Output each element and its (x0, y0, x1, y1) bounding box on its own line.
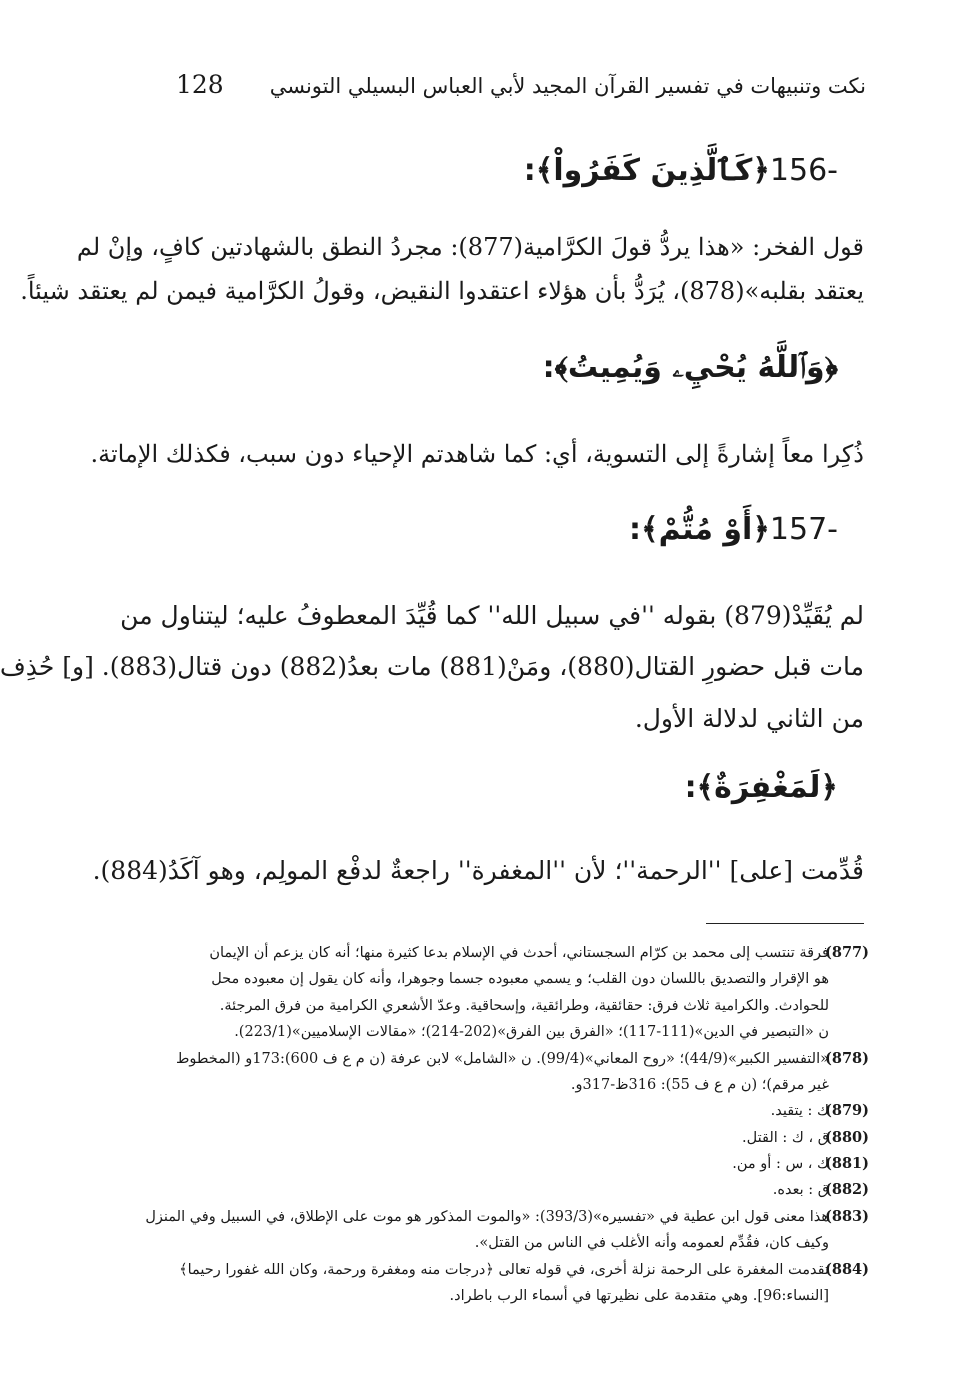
footnote-line: للحوادث. والكرامية ثلاث فرق: حقائقية، وطرائقية، وإسحاقية. وعدّ الأشعري الكرامية من فرق المرجئة. (219, 997, 829, 1014)
footnote-number: (877) (825, 944, 869, 961)
verse-heading-157 (629, 512, 838, 547)
quran-phrase: ﴿وَٱللَّهُ يُحْيِۦ وَيُمِيتُ﴾: (542, 350, 838, 385)
verse-heading (543, 350, 838, 385)
footnote-number: (878) (825, 1049, 869, 1067)
footnote-879 (91, 1098, 869, 1124)
footnote-line: ق ، ك : القتل. (742, 1129, 829, 1146)
footnote-number: (884) (825, 1260, 869, 1278)
paragraph-line: قول الفخر: «هذا يردُّ قولَ الكرَّامية(877): مجردُ النطق بالشهادتين كافٍ، وإنْ لم (76, 233, 864, 261)
verse-number: 157- (769, 512, 838, 547)
footnotes (91, 940, 869, 1309)
footnote-line: فرقة تنتسب إلى محمد بن كرّام السجستاني، أحدث في الإسلام بدعا كثيرة منها؛ أنه كان يزعم أن الإيمان (209, 945, 829, 961)
footnote-line: ن «التبصير في الدين»(111-117)؛ «الفرق بين الفرق»(202-214)؛ «مقالات الإسلاميين»(223/1). (234, 1024, 829, 1041)
footnote-number: (879) (825, 1102, 869, 1120)
footnote-line: ق : بعده. (772, 1182, 829, 1199)
commentary-paragraph (0, 590, 864, 744)
footnote-line: هذا معنى قول ابن عطية في «تفسيره»(393/3): «والموت المذكور هو موت على الإطلاق، في السبيل وفي المنزل (145, 1208, 829, 1225)
commentary-paragraph (20, 225, 864, 314)
paragraph-line: مات قبل حضورِ القتال(880)، ومَنْ(881) مات بعدُ(882) دون قتال(883). [و] حُذِف (0, 652, 864, 682)
page-header (176, 68, 866, 118)
quran-phrase: ﴿أَوْ مُتُّمْ﴾: (629, 512, 770, 547)
quran-phrase: ﴿كَٱلَّذِينَ كَفَرُواْ﴾: (523, 153, 770, 188)
paragraph-line: من الثاني لدلالة الأول. (634, 703, 864, 733)
footnote-883 (91, 1204, 869, 1257)
footnote-line: وكيف كان، فقُدِّم لعمومه وأنه الأغلب في الناس من القتل». (474, 1235, 829, 1252)
footnote-number: (882) (825, 1181, 869, 1199)
footnote-880 (91, 1125, 869, 1151)
footnote-number: (880) (825, 1128, 869, 1146)
commentary-paragraph (94, 848, 864, 894)
paragraph-line: ذُكِرا معاً إشارةً إلى التسوية، أي: كما شاهدتم الإحياء دون سبب، فكذلك الإماتة. (90, 440, 864, 468)
footnote-line: ك ، س : أو من. (732, 1156, 829, 1172)
footnote-877 (91, 940, 869, 1046)
footnote-884 (91, 1257, 869, 1310)
verse-heading (685, 770, 838, 805)
page-number: 128 (176, 70, 224, 99)
running-title: نكت وتنبيهات في تفسير القرآن المجيد لأبي العباس البسيلي التونسي (269, 74, 866, 98)
footnote-line: «التفسير الكبير»(44/9)؛ «روح المعاني»(99/4). ن «الشامل» لابن عرفة (ن م ع ف 600):173و (المخطوط (176, 1050, 829, 1067)
quran-phrase: ﴿لَمَغْفِرَةٌ﴾: (684, 770, 838, 805)
commentary-paragraph (90, 432, 864, 476)
footnote-line: تقدمت المغفرة على الرحمة نزلة أخرى، في قوله تعالى ﴿درجات منه ومغفرة ورحمة، وكان الله غفورا رحيما﴾ (179, 1261, 829, 1278)
footnote-line: ك : يتقيد. (770, 1103, 829, 1120)
paragraph-line: لم يُقَيِّدْ(879) بقوله ''في سبيل الله'' كما قُيِّدَ المعطوفُ عليه؛ ليتناول من (120, 601, 864, 630)
footnote-number: (881) (825, 1155, 869, 1172)
verse-number: 156- (769, 153, 838, 188)
footnote-number: (883) (825, 1207, 869, 1225)
footnote-878 (91, 1046, 869, 1099)
footnote-line: [النساء:96]. وهي متقدمة على نظيرتها في أسماء الرب باطراد. (449, 1287, 829, 1304)
footnote-line: غير مرقم)؛ (ن م ع ف 55): 316ظ-317و. (570, 1076, 829, 1093)
footnote-separator (706, 923, 864, 924)
footnote-882 (91, 1177, 869, 1203)
paragraph-line: قُدِّمت [على] ''الرحمة''؛ لأن ''المغفرة'' راجعةٌ لدفْع المولِم، وهو آكَدُ(884). (92, 856, 864, 885)
footnote-881 (91, 1151, 869, 1177)
footnote-line: هو الإقرار والتصديق باللسان دون القلب؛ و يسمي معبوده جسما وجوهرا، وأنه كان يقول إن معبوده محل (211, 971, 829, 988)
verse-heading-156 (524, 153, 838, 188)
paragraph-line: يعتقد بقلبه»(878)، يُرَدُّ بأن هؤلاء اعتقدوا النقيض، وقولُ الكرَّامية فيمن لم يعتقد شيئاً. (20, 277, 864, 306)
